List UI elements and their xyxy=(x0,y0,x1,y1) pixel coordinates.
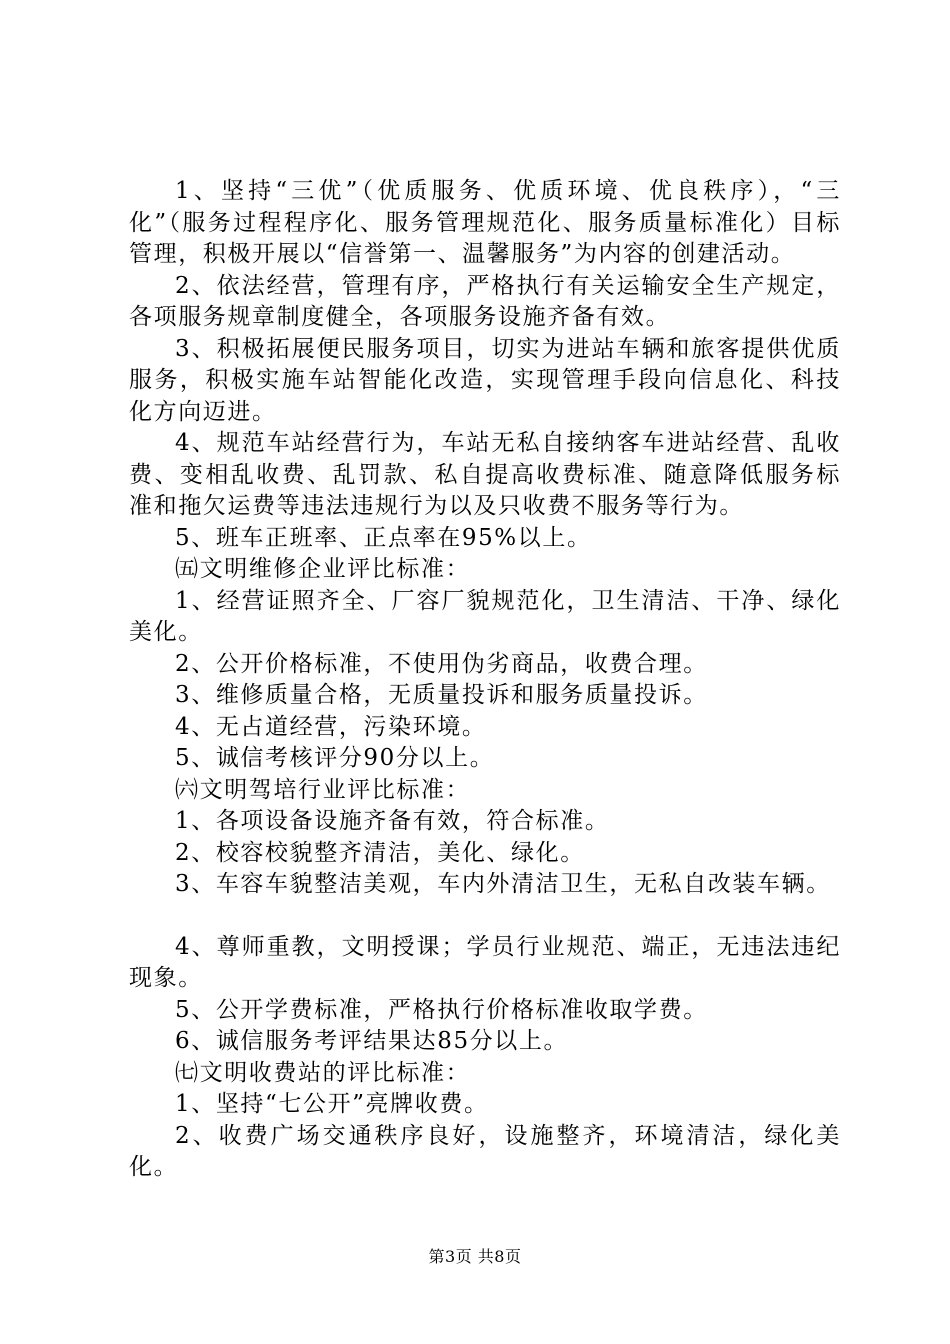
paragraph: 1、坚持“三优”（优质服务、优质环境、优良秩序），“三化”（服务过程程序化、服务管理规范化、服务质量标准化）目标管理，积极开展以“信誉第一、温馨服务”为内容的创建活动。 xyxy=(129,178,841,267)
paragraph: 4、无占道经营，污染环境。 xyxy=(175,713,487,740)
paragraph: 3、车容车貌整洁美观，车内外清洁卫生，无私自改装车辆。 xyxy=(175,871,831,897)
paragraph: 4、规范车站经营行为，车站无私自接纳客车进站经营、乱收费、变相乱收费、乱罚款、私自提高收费标准、随意降低服务标准和拖欠运费等违法违规行为以及只收费不服务等行为。 xyxy=(129,430,841,519)
paragraph: 3、积极拓展便民服务项目，切实为进站车辆和旅客提供优质服务，积极实施车站智能化改造，实现管理手段向信息化、科技化方向迈进。 xyxy=(129,335,841,425)
paragraph: 2、收费广场交通秩序良好，设施整齐，环境清洁，绿化美化。 xyxy=(129,1122,841,1180)
paragraph: 4、尊师重教，文明授课；学员行业规范、端正，无违法违纪现象。 xyxy=(129,933,841,991)
page-footer: 第3页 共8页 xyxy=(428,1247,522,1266)
paragraph: 1、经营证照齐全、厂容厂貌规范化，卫生清洁、干净、绿化美化。 xyxy=(129,587,841,645)
paragraph: 5、班车正班率、正点率在95%以上。 xyxy=(175,524,592,551)
paragraph: 2、公开价格标准，不使用伪劣商品，收费合理。 xyxy=(175,650,708,677)
paragraph: 6、诚信服务考评结果达85分以上。 xyxy=(175,1028,569,1054)
paragraph: 5、公开学费标准，严格执行价格标准收取学费。 xyxy=(175,996,708,1023)
paragraph: 1、各项设备设施齐备有效，符合标准。 xyxy=(175,808,610,834)
section-heading: ㈦文明收费站的评比标准： xyxy=(175,1059,471,1086)
paragraph: 5、诚信考核评分90分以上。 xyxy=(175,745,495,771)
document-body xyxy=(129,176,841,1184)
paragraph: 1、坚持“七公开”亮牌收费。 xyxy=(175,1091,489,1117)
paragraph: 2、依法经营，管理有序，严格执行有关运输安全生产规定，各项服务规章制度健全，各项服务设施齐备有效。 xyxy=(129,272,841,330)
section-heading: ㈤文明维修企业评比标准： xyxy=(175,556,471,582)
paragraph: 3、维修质量合格，无质量投诉和服务质量投诉。 xyxy=(175,682,708,708)
paragraph: 2、校容校貌整齐清洁，美化、绿化。 xyxy=(175,839,585,866)
section-heading: ㈥文明驾培行业评比标准： xyxy=(175,776,471,803)
